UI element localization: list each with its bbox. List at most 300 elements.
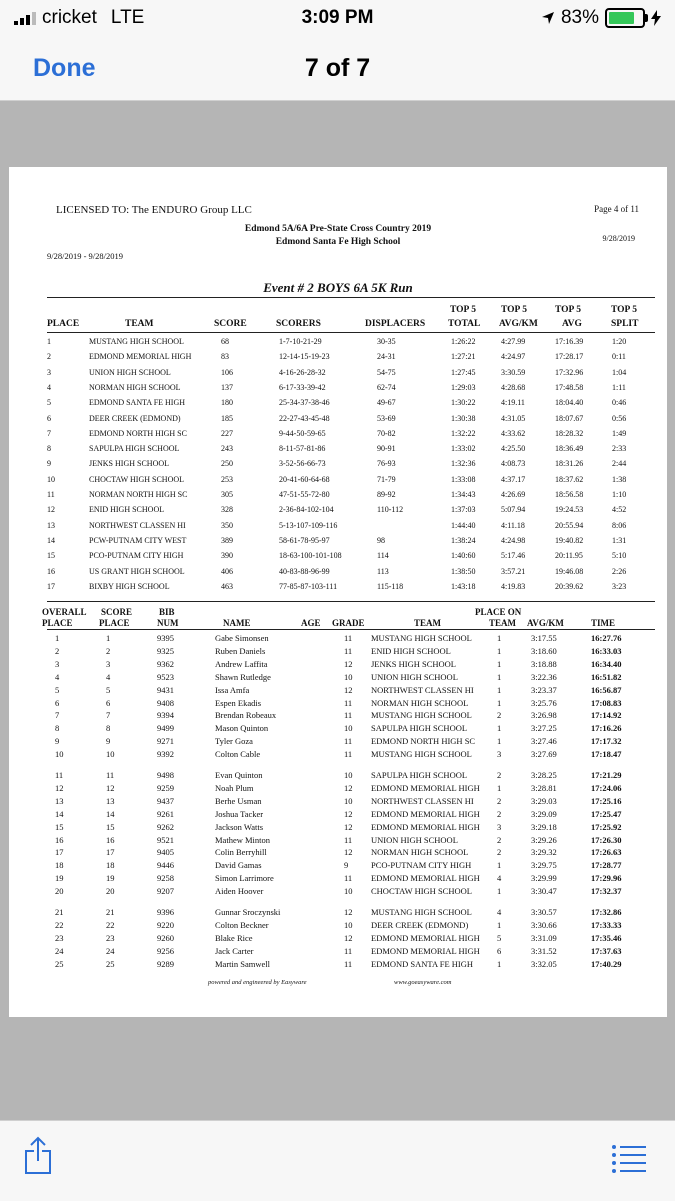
runner-name: Espen Ekadis	[215, 697, 262, 708]
hdr-age: AGE	[301, 618, 321, 628]
team-displacers: 98	[377, 535, 385, 545]
team-total: 1:29:03	[451, 382, 476, 392]
team-row	[9, 567, 667, 579]
runner-grade: 12	[344, 808, 353, 819]
team-name: EDMOND MEMORIAL HIGH	[89, 352, 192, 362]
runner-name: Tyler Goza	[215, 736, 253, 747]
team-score: 180	[221, 398, 233, 408]
runner-avgkm: 3:30.47	[531, 886, 557, 897]
runner-row	[9, 783, 667, 795]
runner-name: Issa Amfa	[215, 684, 250, 695]
team-score: 406	[221, 566, 233, 576]
runner-bib: 9261	[157, 808, 174, 819]
runner-bib: 9498	[157, 770, 174, 780]
hdr-top5-d: TOP 5	[611, 305, 637, 315]
team-place: 4	[47, 382, 51, 392]
team-scorers: 58-61-78-95-97	[279, 535, 330, 545]
team-name: US GRANT HIGH SCHOOL	[89, 566, 185, 576]
runner-score-place: 7	[106, 710, 111, 721]
team-scorers: 2-36-84-102-104	[279, 505, 334, 515]
team-total: 1:27:21	[451, 352, 476, 362]
team-scorers: 4-16-26-28-32	[279, 367, 326, 377]
hdr-avgkm: AVG/KM	[499, 319, 538, 329]
runner-score-place: 16	[106, 834, 115, 845]
team-score: 305	[221, 490, 233, 499]
team-avg: 18:56.58	[555, 490, 584, 499]
runner-bib: 9325	[157, 645, 174, 656]
runner-overall-place: 6	[55, 697, 60, 708]
runner-score-place: 4	[106, 671, 111, 682]
team-avgkm: 3:57.21	[501, 566, 526, 576]
team-avgkm: 4:19.83	[501, 581, 526, 591]
hdr-displacers: DISPLACERS	[365, 319, 426, 329]
runner-avgkm: 3:32.05	[531, 958, 557, 969]
meet-host: Edmond Santa Fe High School	[275, 237, 401, 247]
runner-time: 17:33.33	[591, 919, 622, 930]
team-avg: 19:40.82	[555, 535, 584, 545]
runner-bib: 9523	[157, 671, 174, 682]
runner-time: 17:35.46	[591, 932, 622, 943]
runner-team: UNION HIGH SCHOOL	[371, 671, 458, 682]
runner-team-place: 2	[497, 710, 502, 721]
runner-grade: 12	[344, 847, 353, 858]
runner-row	[9, 796, 667, 808]
runner-overall-place: 19	[55, 873, 64, 884]
runner-team-place: 1	[497, 919, 502, 930]
team-split: 1:38	[612, 474, 627, 484]
runner-grade: 11	[344, 945, 353, 956]
team-score: 328	[221, 505, 233, 515]
team-scorers: 40-83-88-96-99	[279, 566, 330, 576]
runner-overall-place: 23	[55, 932, 64, 943]
team-avgkm: 5:07.94	[501, 505, 526, 515]
team-row	[9, 352, 667, 364]
team-split: 2:33	[612, 444, 627, 454]
team-place: 1	[47, 337, 51, 346]
event-rule-top	[47, 297, 655, 298]
team-avg: 18:07.67	[555, 413, 584, 423]
runner-bib: 9259	[157, 782, 174, 793]
runner-grade: 12	[344, 684, 353, 695]
team-avg: 19:24.53	[555, 505, 584, 515]
runner-row	[9, 723, 667, 735]
runner-avgkm: 3:29.99	[531, 873, 557, 884]
team-place: 10	[47, 474, 55, 484]
team-avg: 18:37.62	[555, 474, 584, 484]
team-total: 1:38:24	[451, 535, 476, 545]
runner-name: Ruben Daniels	[215, 645, 266, 656]
team-avg: 17:48.58	[555, 382, 584, 392]
team-row	[9, 383, 667, 395]
team-scorers: 8-11-57-81-86	[279, 444, 326, 454]
runner-avgkm: 3:28.81	[531, 782, 557, 793]
team-avgkm: 4:31.05	[501, 413, 526, 423]
team-row	[9, 521, 667, 533]
runner-time: 17:14.92	[591, 710, 622, 721]
date-range: 9/28/2019 - 9/28/2019	[47, 251, 124, 261]
runner-overall-place: 4	[55, 671, 60, 682]
runner-row	[9, 886, 667, 898]
runner-team: SAPULPA HIGH SCHOOL	[371, 770, 468, 780]
runner-avgkm: 3:22.36	[531, 671, 557, 682]
hdr-score: SCORE	[214, 319, 247, 329]
hdr-bib: BIB	[159, 607, 175, 617]
runner-time: 17:25.92	[591, 821, 622, 832]
runner-team-place: 2	[497, 808, 502, 819]
runner-team: MUSTANG HIGH SCHOOL	[371, 633, 472, 643]
page-number: Page 4 of 11	[594, 204, 639, 214]
team-total: 1:33:08	[451, 474, 476, 484]
runner-avgkm: 3:30.57	[531, 907, 557, 917]
runner-bib: 9289	[157, 958, 174, 969]
team-avgkm: 4:26.69	[501, 490, 526, 499]
runner-overall-place: 21	[55, 907, 64, 917]
runner-bib: 9258	[157, 873, 174, 884]
team-total: 1:44:40	[451, 520, 476, 530]
runner-overall-place: 11	[55, 770, 64, 780]
team-total: 1:27:45	[451, 367, 476, 377]
runner-grade: 10	[344, 723, 353, 734]
runner-row	[9, 835, 667, 847]
runner-time: 17:26.30	[591, 834, 622, 845]
team-avg: 18:28.32	[555, 428, 584, 438]
runner-bib: 9446	[157, 860, 174, 871]
team-name: MUSTANG HIGH SCHOOL	[89, 337, 184, 346]
team-row	[9, 475, 667, 487]
runner-score-place: 21	[106, 907, 115, 917]
team-name: BIXBY HIGH SCHOOL	[89, 581, 170, 591]
runner-bib: 9256	[157, 945, 174, 956]
runner-score-place: 2	[106, 645, 111, 656]
runner-row	[9, 698, 667, 710]
runner-bib: 9396	[157, 907, 174, 917]
team-place: 8	[47, 444, 51, 454]
runner-team-place: 2	[497, 834, 502, 845]
runner-team-place: 3	[497, 749, 502, 760]
runner-avgkm: 3:27.46	[531, 736, 557, 747]
team-displacers: 70-82	[377, 428, 396, 438]
runner-team-place: 1	[497, 723, 502, 734]
runner-score-place: 8	[106, 723, 111, 734]
runner-overall-place: 20	[55, 886, 64, 897]
team-scorers: 77-85-87-103-111	[279, 581, 338, 591]
runner-team: NORMAN HIGH SCHOOL	[371, 697, 469, 708]
team-score: 243	[221, 444, 233, 454]
runner-name: Noah Plum	[215, 782, 254, 793]
runner-time: 17:28.77	[591, 860, 622, 871]
hdr-place-on: PLACE ON	[475, 607, 522, 617]
runner-grade: 11	[344, 645, 353, 656]
runner-row	[9, 809, 667, 821]
team-avgkm: 3:30.59	[501, 367, 526, 377]
team-scorers: 9-44-50-59-65	[279, 428, 326, 438]
runner-team: JENKS HIGH SCHOOL	[371, 658, 457, 669]
team-name: JENKS HIGH SCHOOL	[89, 459, 170, 469]
footer-powered: powered and engineered by Easyware	[208, 979, 307, 986]
runner-bib: 9271	[157, 736, 174, 747]
hdr-place: PLACE	[47, 319, 80, 329]
team-avgkm: 4:37.17	[501, 474, 526, 484]
team-header-rule	[47, 332, 655, 333]
runner-overall-place: 2	[55, 645, 60, 656]
runner-overall-place: 3	[55, 658, 60, 669]
team-avgkm: 4:19.11	[501, 398, 525, 408]
hdr-split: SPLIT	[611, 319, 639, 329]
runner-score-place: 15	[106, 821, 115, 832]
runner-grade: 10	[344, 770, 353, 780]
team-displacers: 54-75	[377, 367, 396, 377]
team-split: 1:49	[612, 428, 627, 438]
done-button[interactable]: Done	[33, 54, 96, 82]
runner-overall-place: 9	[55, 736, 60, 747]
runner-time: 17:24.06	[591, 782, 622, 793]
team-row	[9, 337, 667, 349]
runner-bib: 9392	[157, 749, 174, 760]
runner-avgkm: 3:18.60	[531, 645, 557, 656]
runner-row	[9, 873, 667, 885]
team-place: 12	[47, 505, 55, 515]
runner-team-place: 4	[497, 907, 502, 917]
status-right	[541, 7, 661, 29]
team-total: 1:38:50	[451, 566, 476, 576]
runner-team: UNION HIGH SCHOOL	[371, 834, 458, 845]
team-avg: 20:11.95	[555, 551, 583, 561]
runner-time: 16:33.03	[591, 645, 622, 656]
runner-avgkm: 3:31.52	[531, 945, 557, 956]
runner-avgkm: 3:31.09	[531, 932, 557, 943]
runner-time: 17:16.26	[591, 723, 622, 734]
runner-team: SAPULPA HIGH SCHOOL	[371, 723, 468, 734]
runner-row	[9, 860, 667, 872]
document-page	[9, 167, 667, 1017]
runner-bib: 9262	[157, 821, 174, 832]
team-score: 185	[221, 413, 233, 423]
team-displacers: 49-67	[377, 398, 396, 408]
carrier-label: cricket	[42, 7, 97, 28]
team-total: 1:32:22	[451, 428, 476, 438]
runner-team-place: 3	[497, 821, 502, 832]
runner-time: 17:32.86	[591, 907, 622, 917]
runner-grade: 11	[344, 834, 353, 845]
runner-team: EDMOND MEMORIAL HIGH	[371, 932, 480, 943]
status-time: 3:09 PM	[301, 7, 374, 28]
list-icon[interactable]	[610, 1141, 650, 1181]
team-scorers: 3-52-56-66-73	[279, 459, 326, 469]
bottom-toolbar	[0, 1120, 675, 1201]
team-name: UNION HIGH SCHOOL	[89, 367, 171, 377]
runner-score-place: 1	[106, 633, 111, 643]
runner-name: Martin Samwell	[215, 958, 271, 969]
runner-name: Evan Quinton	[215, 770, 263, 780]
team-name: ENID HIGH SCHOOL	[89, 505, 165, 515]
team-split: 0:56	[612, 413, 627, 423]
runner-name: Gabe Simonsen	[215, 633, 269, 643]
runner-team-place: 1	[497, 886, 502, 897]
share-icon[interactable]	[18, 1135, 58, 1175]
team-avg: 17:28.17	[555, 352, 584, 362]
team-scorers: 22-27-43-45-48	[279, 413, 330, 423]
team-row	[9, 429, 667, 441]
runner-bib: 9220	[157, 919, 174, 930]
runner-row	[9, 933, 667, 945]
runner-score-place: 9	[106, 736, 111, 747]
team-avgkm: 4:27.99	[501, 337, 526, 346]
team-name: PCW-PUTNAM CITY WEST	[89, 535, 187, 545]
team-total: 1:32:36	[451, 459, 476, 469]
team-score: 106	[221, 367, 233, 377]
runner-score-place: 11	[106, 770, 115, 780]
team-place: 13	[47, 520, 55, 530]
runner-score-place: 22	[106, 919, 115, 930]
runner-score-place: 17	[106, 847, 115, 858]
runner-team-place: 1	[497, 671, 502, 682]
runner-grade: 12	[344, 782, 353, 793]
runner-avgkm: 3:29.03	[531, 795, 557, 806]
runner-row	[9, 946, 667, 958]
runner-team: CHOCTAW HIGH SCHOOL	[371, 886, 472, 897]
hdr-grade: GRADE	[332, 618, 365, 628]
runner-avgkm: 3:29.18	[531, 821, 557, 832]
runner-bib: 9207	[157, 886, 174, 897]
runner-team-place: 2	[497, 795, 502, 806]
team-avgkm: 4:08.73	[501, 459, 526, 469]
team-avgkm: 5:17.46	[501, 551, 526, 561]
team-scorers: 25-34-37-38-46	[279, 398, 330, 408]
runner-avgkm: 3:29.09	[531, 808, 557, 819]
battery-percent: 83%	[560, 7, 599, 28]
hdr-team-r: TEAM	[414, 618, 441, 628]
status-bar	[0, 0, 675, 36]
team-total: 1:40:60	[451, 551, 476, 561]
team-name: NORMAN NORTH HIGH SC	[89, 490, 188, 499]
team-total: 1:34:43	[451, 490, 476, 499]
team-row	[9, 398, 667, 410]
runner-avgkm: 3:28.25	[531, 770, 557, 780]
team-score: 250	[221, 459, 233, 469]
runner-row	[9, 822, 667, 834]
footer-url: www.goeasyware.com	[394, 979, 452, 986]
team-place: 14	[47, 535, 55, 545]
runner-name: Brendan Robeaux	[215, 710, 277, 721]
hdr-time: TIME	[591, 618, 616, 628]
runner-overall-place: 17	[55, 847, 64, 858]
team-place: 11	[47, 490, 55, 499]
team-row	[9, 368, 667, 380]
runner-time: 17:21.29	[591, 770, 622, 780]
runner-score-place: 5	[106, 684, 111, 695]
hdr-place-team: TEAM	[489, 618, 516, 628]
runner-time: 17:25.47	[591, 808, 622, 819]
runner-bib: 9437	[157, 795, 174, 806]
runner-team-place: 2	[497, 847, 502, 858]
team-name: CHOCTAW HIGH SCHOOL	[89, 474, 185, 484]
team-table-bottom-rule	[47, 601, 655, 602]
runner-score-place: 25	[106, 958, 115, 969]
team-displacers: 89-92	[377, 490, 396, 499]
runner-grade: 11	[344, 710, 353, 721]
runner-grade: 10	[344, 919, 353, 930]
runner-score-place: 24	[106, 945, 115, 956]
runner-team: EDMOND NORTH HIGH SC	[371, 736, 476, 747]
team-score: 253	[221, 474, 233, 484]
hdr-top5-b: TOP 5	[501, 305, 527, 315]
runner-avgkm: 3:27.69	[531, 749, 557, 760]
meet-date: 9/28/2019	[602, 234, 635, 243]
runner-avgkm: 3:29.32	[531, 847, 557, 858]
runner-name: Jackson Watts	[215, 821, 264, 832]
team-place: 17	[47, 581, 55, 591]
runner-name: Simon Larrimore	[215, 873, 274, 884]
team-avg: 18:04.40	[555, 398, 584, 408]
runner-name: Colton Beckner	[215, 919, 269, 930]
team-avgkm: 4:33.62	[501, 428, 526, 438]
runner-bib: 9362	[157, 658, 174, 669]
runner-team-place: 1	[497, 658, 502, 669]
runner-avgkm: 3:30.66	[531, 919, 557, 930]
team-place: 5	[47, 398, 51, 408]
runner-avgkm: 3:29.75	[531, 860, 557, 871]
runner-team-place: 1	[497, 684, 502, 695]
team-row	[9, 551, 667, 563]
team-avgkm: 4:28.68	[501, 382, 526, 392]
runner-overall-place: 14	[55, 808, 64, 819]
team-name: EDMOND SANTA FE HIGH	[89, 398, 186, 408]
team-avg: 18:31.26	[555, 459, 584, 469]
team-displacers: 76-93	[377, 459, 396, 469]
team-total: 1:26:22	[451, 337, 476, 346]
location-icon	[541, 11, 555, 25]
team-score: 390	[221, 551, 233, 561]
hdr-avgkm-r: AVG/KM	[527, 618, 564, 628]
hdr-score-place: PLACE	[99, 618, 130, 628]
runner-team: MUSTANG HIGH SCHOOL	[371, 749, 472, 760]
runner-row	[9, 907, 667, 919]
runner-bib: 9405	[157, 847, 174, 858]
hdr-total: TOTAL	[448, 319, 481, 329]
runner-team: MUSTANG HIGH SCHOOL	[371, 710, 472, 721]
runner-team: EDMOND MEMORIAL HIGH	[371, 945, 480, 956]
runner-grade: 10	[344, 886, 353, 897]
runner-score-place: 13	[106, 795, 115, 806]
team-row	[9, 536, 667, 548]
runner-name: Andrew Laffita	[215, 658, 268, 669]
runner-name: Mathew Minton	[215, 834, 271, 845]
runner-overall-place: 10	[55, 749, 64, 760]
runner-bib: 9499	[157, 723, 174, 734]
runner-grade: 11	[344, 697, 353, 708]
runner-team: EDMOND MEMORIAL HIGH	[371, 873, 480, 884]
runner-bib: 9521	[157, 834, 174, 845]
hdr-avg: AVG	[562, 319, 582, 329]
runner-grade: 11	[344, 736, 353, 747]
runner-score-place: 6	[106, 697, 111, 708]
runner-bib: 9395	[157, 633, 174, 643]
runner-score-place: 18	[106, 860, 115, 871]
runner-time: 17:26.63	[591, 847, 622, 858]
runner-time: 17:25.16	[591, 795, 622, 806]
team-displacers: 24-31	[377, 352, 396, 362]
runner-score-place: 20	[106, 886, 115, 897]
event-title: Event # 2 BOYS 6A 5K Run	[263, 280, 413, 295]
team-score: 68	[221, 337, 229, 346]
runner-team: NORTHWEST CLASSEN HI	[371, 684, 474, 695]
runner-row	[9, 749, 667, 761]
runner-team: DEER CREEK (EDMOND)	[371, 919, 469, 930]
runner-score-place: 3	[106, 658, 111, 669]
team-place: 15	[47, 551, 55, 561]
hdr-scorers: SCORERS	[276, 319, 321, 329]
team-avg: 19:46.08	[555, 566, 584, 576]
